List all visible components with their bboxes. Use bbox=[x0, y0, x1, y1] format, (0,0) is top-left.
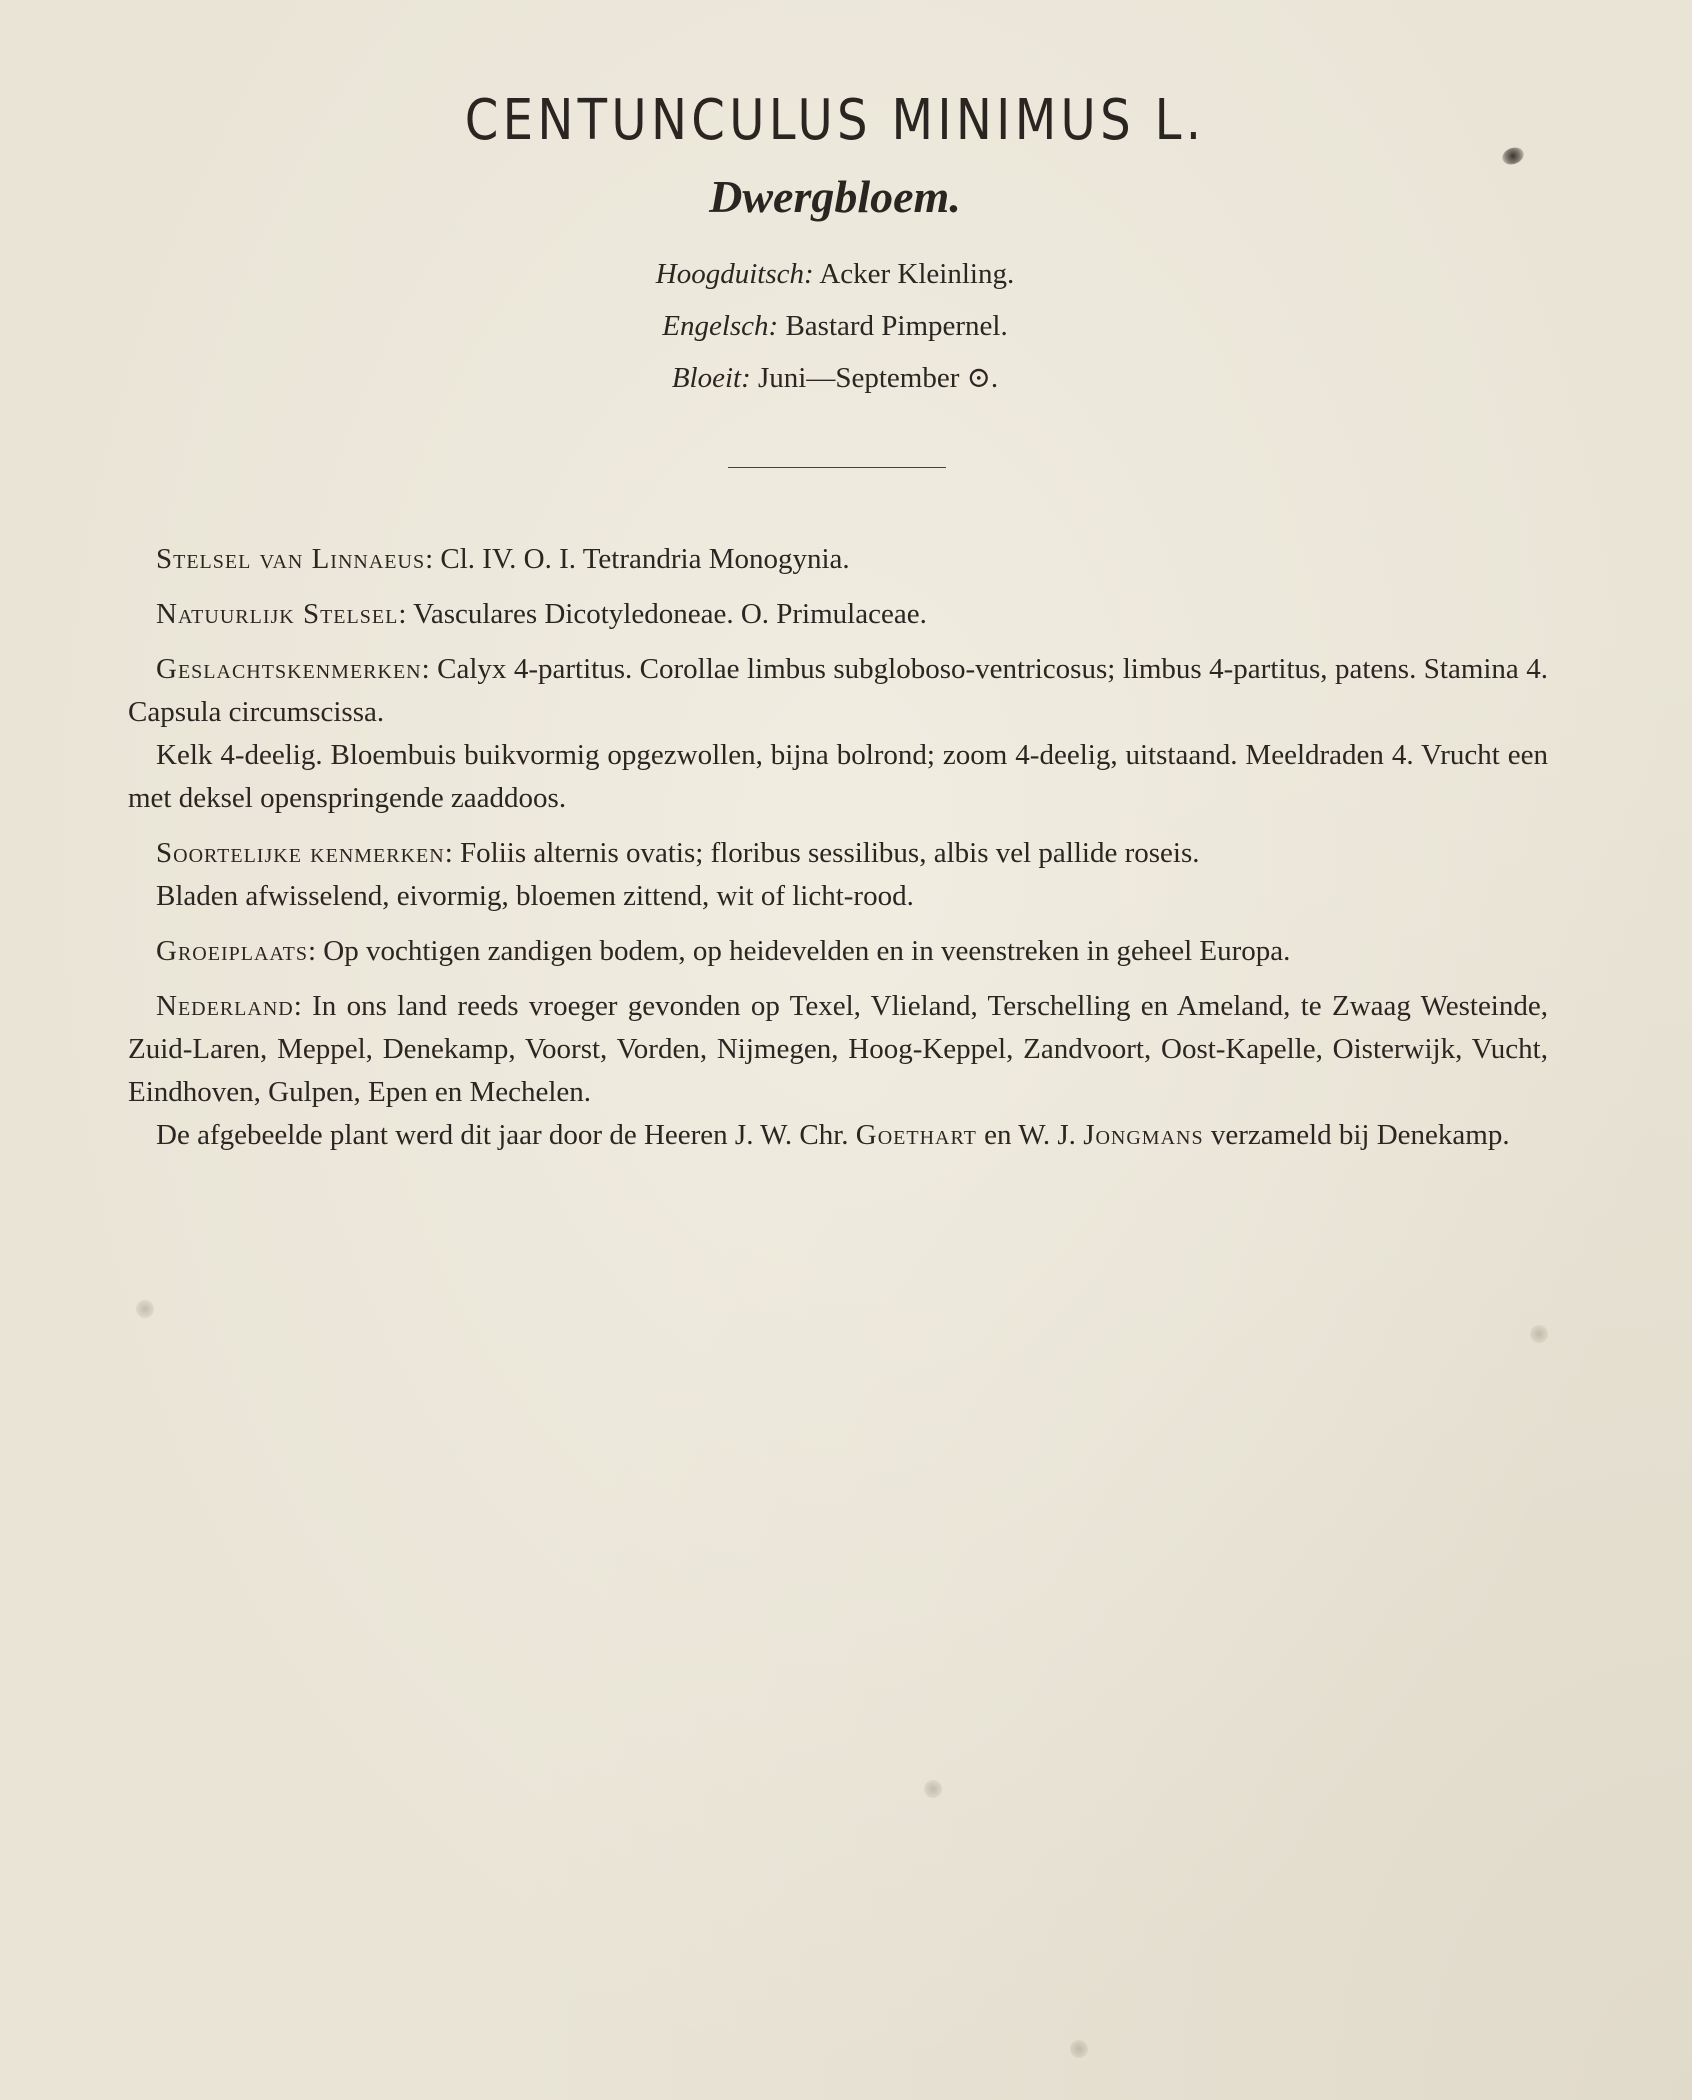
linnaeus-paragraph bbox=[128, 538, 1548, 581]
genus-paragraph bbox=[128, 648, 1548, 734]
natural-system-paragraph bbox=[128, 593, 1548, 636]
linnaeus-sep: : bbox=[425, 543, 441, 575]
paper-spot bbox=[924, 1780, 942, 1798]
collection-text-mid: en W. J. bbox=[976, 1119, 1084, 1151]
collection-paragraph bbox=[128, 1114, 1548, 1157]
collection-text-post: verzameld bij Denekamp. bbox=[1203, 1119, 1510, 1151]
flowering-value: Juni—September ⊙. bbox=[758, 362, 999, 394]
species-paragraph bbox=[128, 832, 1548, 875]
dutch-name: Dwergbloem. bbox=[709, 171, 961, 222]
habitat-paragraph bbox=[128, 930, 1548, 973]
netherlands-label: Nederland bbox=[156, 990, 294, 1022]
genus-text: Calyx 4-partitus. Corollae limbus subgloboso-ventricosus; limbus 4-partitus, patens. Stamina 4. Capsula circumscissa. bbox=[128, 653, 1548, 728]
description-body bbox=[128, 538, 1548, 1169]
collector-name-jongmans: Jongmans bbox=[1083, 1119, 1204, 1151]
species-dutch-paragraph: Bladen afwisselend, eivormig, bloemen zittend, wit of licht-rood. bbox=[156, 880, 914, 912]
netherlands-sep: : bbox=[293, 990, 313, 1022]
natural-system-sep: : bbox=[398, 598, 414, 630]
linnaeus-text: Cl. IV. O. I. Tetrandria Monogynia. bbox=[440, 543, 850, 575]
habitat-label: Groeiplaats bbox=[156, 935, 308, 967]
genus-sep: : bbox=[421, 653, 438, 685]
species-sep: : bbox=[444, 837, 461, 869]
netherlands-paragraph bbox=[128, 985, 1548, 1114]
natural-system-text: Vasculares Dicotyledoneae. O. Primulaceae. bbox=[413, 598, 927, 630]
paper-spot bbox=[1070, 2040, 1088, 2058]
german-name-value: Acker Kleinling. bbox=[819, 258, 1015, 290]
species-label: Soortelijke kenmerken bbox=[156, 837, 445, 869]
collector-name-goethart: Goethart bbox=[855, 1119, 977, 1151]
habitat-sep: : bbox=[307, 935, 324, 967]
english-name-line bbox=[0, 310, 1670, 343]
genus-dutch-paragraph: Kelk 4-deelig. Bloembuis buikvormig opgezwollen, bijna bolrond; zoom 4-deelig, uitstaand. Meeldraden 4. Vrucht een met deksel openspringende zaaddoos. bbox=[128, 739, 1548, 814]
divider-rule bbox=[728, 467, 946, 468]
paper-spot bbox=[1530, 1325, 1548, 1343]
habitat-text: Op vochtigen zandigen bodem, op heidevelden en in veenstreken in geheel Europa. bbox=[323, 935, 1291, 967]
flowering-line bbox=[0, 360, 1670, 395]
page-title: CENTUNCULUS MINIMUS L. bbox=[464, 88, 1206, 153]
collection-text-pre: De afgebeelde plant werd dit jaar door de Heeren J. W. Chr. bbox=[156, 1119, 856, 1151]
netherlands-text: In ons land reeds vroeger gevonden op Texel, Vlieland, Terschelling en Ameland, te Zwaag Westeinde, Zuid-Laren, Meppel, Denekamp, Voorst, Vorden, Nijmegen, Hoog-Keppel, Zandvoort, Oost-Kapelle, Oisterwijk, Vucht, Eindhoven, Gulpen, Epen en Mechelen. bbox=[128, 990, 1548, 1108]
german-name-line bbox=[0, 258, 1670, 291]
linnaeus-label: Stelsel van Linnaeus bbox=[156, 543, 426, 575]
flowering-label: Bloeit: bbox=[671, 362, 751, 394]
paper-spot bbox=[136, 1300, 154, 1318]
german-name-label: Hoogduitsch: bbox=[655, 258, 814, 290]
species-text: Foliis alternis ovatis; floribus sessilibus, albis vel pallide roseis. bbox=[460, 837, 1200, 869]
genus-label: Geslachtskenmerken bbox=[156, 653, 422, 685]
english-name-label: Engelsch: bbox=[662, 310, 779, 342]
natural-system-label: Natuurlijk Stelsel bbox=[156, 598, 399, 630]
english-name-value: Bastard Pimpernel. bbox=[785, 310, 1008, 342]
